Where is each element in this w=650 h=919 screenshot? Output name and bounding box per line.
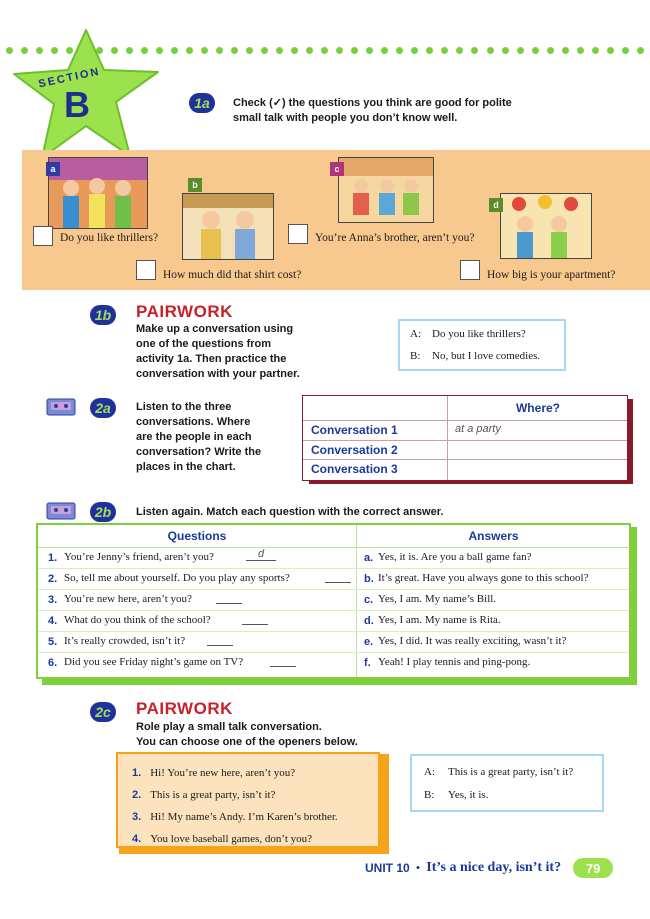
activity-2b-instruction: Listen again. Match each question with the correct answer. <box>136 506 444 518</box>
dialogue-1b-line-b: No, but I love comedies. <box>432 350 541 362</box>
conversation-3-label: Conversation 3 <box>311 462 398 476</box>
activity-2a-instruction: Listen to the three conversations. Where are the people in each conversation? Write the places in the chart. <box>136 401 262 473</box>
questions-header-cell <box>38 525 356 548</box>
where-chart <box>302 395 628 481</box>
answer-e-text: Yes, I did. It was really exciting, wasn’t it? <box>378 635 567 647</box>
activity-2c-dialogue-box <box>410 754 604 812</box>
question-6-text: Did you see Friday night’s game on TV? <box>64 656 244 668</box>
table-row: 5. It’s really crowded, isn’t it? e. Yes, I did. It was really exciting, wasn’t it? <box>38 631 629 653</box>
table-row: 3. You’re new here, aren’t you? c. Yes, I am. My name’s Bill. <box>38 589 629 611</box>
page-footer <box>365 858 613 878</box>
picture-a-tag: a <box>46 162 60 176</box>
questions-header: Questions <box>167 529 227 543</box>
men-talking-illustration-icon <box>183 194 273 259</box>
party-illustration-icon <box>501 194 591 258</box>
activity-1b-heading: PAIRWORK <box>136 302 233 321</box>
table-row: 1. You’re Jenny’s friend, aren’t you? d a. Yes, it is. Are you a ball game fan? <box>38 547 629 569</box>
unit-label: UNIT 10 <box>365 861 410 875</box>
footer-bullet: • <box>415 860 421 875</box>
matching-rows <box>38 547 629 677</box>
activity-1b-dialogue-box <box>398 319 566 371</box>
checkbox-question-b[interactable] <box>136 260 156 280</box>
list-item: 1. Hi! You’re new here, aren’t you? <box>132 767 296 779</box>
cassette-icon <box>46 398 76 416</box>
section-word: SECTION <box>37 65 102 91</box>
picture-a <box>48 157 148 229</box>
question-4-text: What do you think of the school? <box>64 614 211 626</box>
activity-1b-badge: 1b <box>90 305 116 325</box>
opener-3-text: Hi! My name’s Andy. I’m Karen’s brother. <box>150 811 338 823</box>
answer-d-text: Yes, I am. My name is Rita. <box>378 614 501 626</box>
question-b-text: How much did that shirt cost? <box>163 269 302 281</box>
activity-1b-instruction: Make up a conversation using one of the questions from activity 1a. Then practice the conversation with your partner. <box>136 323 300 380</box>
people-chatting-illustration-icon <box>49 158 147 228</box>
dialogue-2c-line-b: Yes, it is. <box>448 789 489 801</box>
conversation-2-answer[interactable] <box>455 443 615 457</box>
table-row: 2. So, tell me about yourself. Do you play any sports? b. It’s great. Have you always gone to this school? <box>38 568 629 590</box>
table-row: 6. Did you see Friday night’s game on TV? f. Yeah! I play tennis and ping-pong. <box>48 656 531 669</box>
where-header: Where? <box>515 401 560 415</box>
conversation-1-answer[interactable]: at a party <box>455 423 501 435</box>
dialogue-1b-line-a: Do you like thrillers? <box>432 328 526 340</box>
checkbox-question-c[interactable] <box>288 224 308 244</box>
checkbox-question-a[interactable] <box>33 226 53 246</box>
picture-d <box>500 193 592 259</box>
picture-b-tag: b <box>188 178 202 192</box>
cassette-icon-2b <box>46 502 76 520</box>
conversation-3-answer[interactable] <box>455 462 615 476</box>
conversation-2-label: Conversation 2 <box>311 443 398 457</box>
activity-2c-heading: PAIRWORK <box>136 699 233 718</box>
matching-table <box>36 523 631 679</box>
question-c-text: You’re Anna’s brother, aren’t you? <box>315 232 475 244</box>
activity-2a-badge: 2a <box>90 398 116 418</box>
activity-1a-instruction: Check (✓) the questions you think are good for polite small talk with people you don’t know well. <box>233 97 512 124</box>
question-5-text: It’s really crowded, isn’t it? <box>64 635 186 647</box>
picture-c <box>338 157 434 223</box>
activity-1a-badge: 1a <box>189 93 215 113</box>
list-item: 3. Hi! My name’s Andy. I’m Karen’s brother. <box>132 811 338 823</box>
answer-b-text: It’s great. Have you always gone to this school? <box>378 572 589 584</box>
where-header-cell <box>447 396 628 420</box>
question-6-blank[interactable] <box>270 654 296 667</box>
activity-2c-badge: 2c <box>90 702 116 722</box>
question-4-blank[interactable] <box>242 612 268 625</box>
dialogue-2c-line-a: This is a great party, isn’t it? <box>448 766 574 778</box>
answers-header: Answers <box>468 529 519 543</box>
activity-2c-instruction: Role play a small talk conversation. You can choose one of the openers below. <box>136 721 358 748</box>
answer-a-text: Yes, it is. Are you a ball game fan? <box>378 551 532 563</box>
dialogue-1b-speaker-b: B: <box>410 350 421 362</box>
cassette-tape-icon <box>46 502 76 520</box>
question-3-text: You’re new here, aren’t you? <box>64 593 192 605</box>
opener-4-text: You love baseball games, don’t you? <box>150 833 313 845</box>
question-2-text: So, tell me about yourself. Do you play any sports? <box>64 572 290 584</box>
answer-c-text: Yes, I am. My name’s Bill. <box>378 593 497 605</box>
picture-c-tag: c <box>330 162 344 176</box>
dialogue-2c-speaker-b: B: <box>424 789 435 801</box>
cassette-tape-icon <box>46 398 76 416</box>
group-sitting-illustration-icon <box>339 158 433 222</box>
section-star <box>8 26 168 166</box>
activity-2b-badge: 2b <box>90 502 116 522</box>
question-d-text: How big is your apartment? <box>487 269 616 281</box>
conversation-1-label: Conversation 1 <box>311 423 398 437</box>
unit-title: It’s a nice day, isn’t it? <box>426 860 562 875</box>
question-3-blank[interactable] <box>216 591 242 604</box>
list-item: 4. You love baseball games, don’t you? <box>132 833 313 845</box>
answer-f-text: Yeah! I play tennis and ping-pong. <box>378 656 531 668</box>
question-a-text: Do you like thrillers? <box>60 232 159 244</box>
list-item: 2. This is a great party, isn’t it? <box>132 789 276 801</box>
question-2-blank[interactable] <box>325 570 351 583</box>
table-row: 4. What do you think of the school? d. Yes, I am. My name is Rita. <box>38 610 629 632</box>
opener-1-text: Hi! You’re new here, aren’t you? <box>150 767 296 779</box>
dialogue-1b-speaker-a: A: <box>410 328 421 340</box>
question-5-blank[interactable] <box>207 633 233 646</box>
question-1-text: You’re Jenny’s friend, aren’t you? <box>64 551 214 563</box>
question-1-blank[interactable]: d <box>246 548 276 561</box>
page-number: 79 <box>573 858 613 878</box>
checkbox-question-d[interactable] <box>460 260 480 280</box>
answers-header-cell <box>356 525 630 548</box>
dialogue-2c-speaker-a: A: <box>424 766 435 778</box>
picture-b <box>182 193 274 260</box>
picture-d-tag: d <box>489 198 503 212</box>
openers-box <box>116 752 380 848</box>
opener-2-text: This is a great party, isn’t it? <box>150 789 276 801</box>
section-letter: B <box>64 84 90 125</box>
